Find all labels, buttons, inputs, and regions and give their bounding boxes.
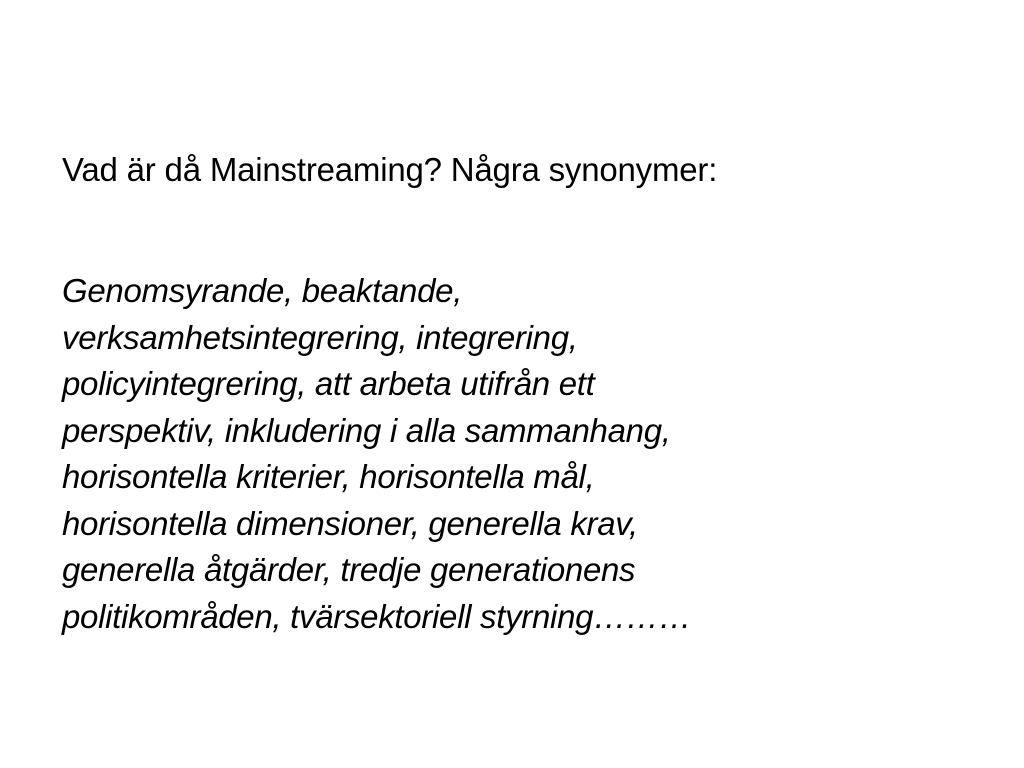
synonyms-line: horisontella dimensioner, generella krav, [62,504,638,542]
synonyms-paragraph [62,268,982,640]
synonyms-line: policyintegrering, att arbeta utifrån ett [62,365,595,402]
synonyms-line: politikområden, tvärsektoriell styrning……… [62,597,692,635]
synonyms-line: generella åtgärder, tredje generationens [62,551,636,588]
synonyms-line: verksamhetsintegrering, integrering, [62,318,578,356]
synonyms-line: Genomsyrande, beaktande, [62,272,463,309]
synonyms-line: perspektiv, inkludering i alla sammanhang, [62,411,671,449]
slide-heading: Vad är då Mainstreaming? Några synonymer: [62,151,718,188]
synonyms-line: horisontella kriterier, horisontella mål, [62,458,595,495]
